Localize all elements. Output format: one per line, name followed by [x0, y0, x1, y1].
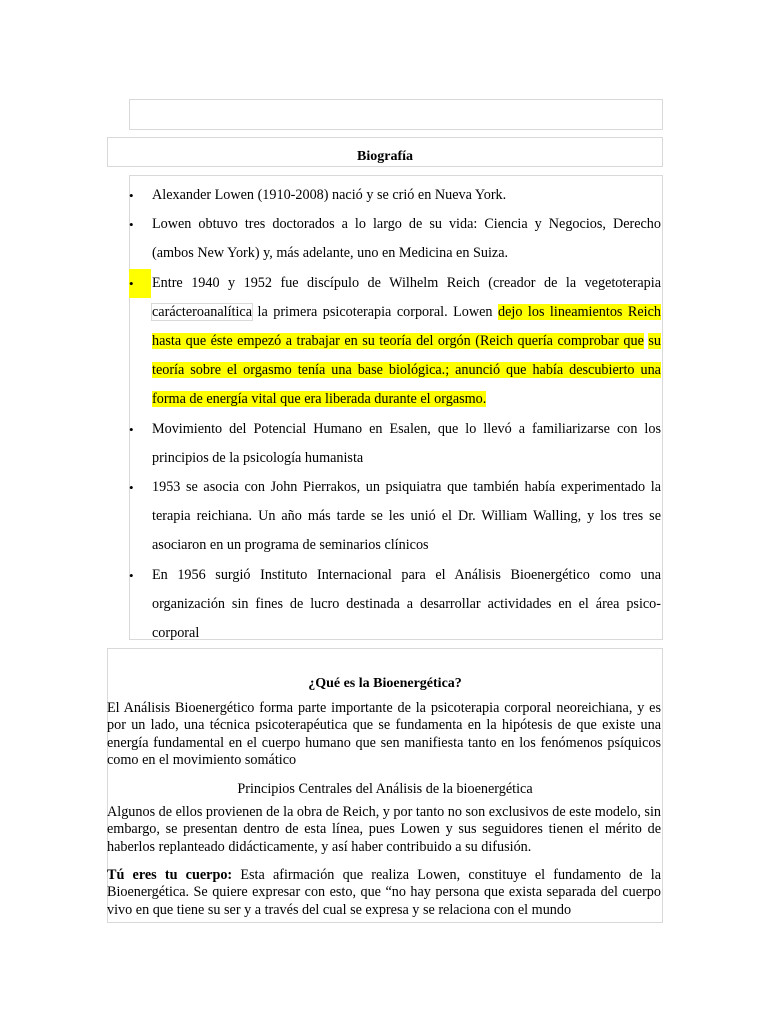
bioenergetica-title: ¿Qué es la Bioenergética?: [308, 676, 462, 691]
bullet-icon: •: [129, 421, 134, 437]
principle-heading: Tú eres tu cuerpo:: [107, 867, 233, 883]
highlighted-text: dejo los lineamientos Reich hasta que éste empezó a trabajar en su teoría del orgón (Reich quería comprobar que: [152, 303, 661, 350]
biography-list: [129, 181, 661, 648]
bioenergetica-paragraph: El Análisis Bioenergético forma parte importante de la psicoterapia corporal neoreichiana, y es por un lado, una técnica psicoterapéutica que se fundamenta en la hipótesis de que existe una energía fundamental en el cuerpo humano que sen manifiesta tanto en los fenómenos psíquicos como en el movimiento somático: [107, 700, 661, 768]
list-item: • Entre 1940 y 1952 fue discípulo de Wilhelm Reich (creador de la vegetoterapia carácteroanalítica la primera psicoterapia corporal. Lowen dejo los lineamientos Reich hasta que éste empezó a trabajar en su teoría del orgón (Reich quería comprobar que su teoría sobre el orgasmo tenía una base biológica.; anunció que había descubierto una forma de energía vital que era liberada durante el orgasmo.: [129, 269, 661, 415]
bullet-icon: •: [129, 567, 134, 583]
biography-title-box: [107, 137, 663, 167]
bullet-icon: •: [129, 269, 151, 298]
tu-eres-tu-cuerpo-paragraph: Tú eres tu cuerpo: Esta afirmación que realiza Lowen, constituye el fundamento de la Bioenergética. Se quiere expresar con esto, que “no hay persona que exista separada del cuerpo vivo en que tiene su ser y a través del cual se expresa y se relaciona con el mundo: [107, 867, 661, 918]
principles-subheading: Principios Centrales del Análisis de la bioenergética: [237, 781, 533, 797]
biography-title: Biografía: [357, 149, 413, 164]
highlighted-text: su teoría sobre el orgasmo tenía una base biológica.; anunció que había descubierto: [152, 333, 661, 379]
list-item: • En 1956 surgió Instituto Internacional para el Análisis Bioenergético como una organización sin fines de lucro destinada a desarrollar actividades en el área psico-corporal: [129, 561, 661, 649]
principles-paragraph: Algunos de ellos provienen de la obra de Reich, y por tanto no son exclusivos de este modelo, sin embargo, se presentan dentro de esta línea, pues Lowen y sus seguidores tienen el mérito de haberlos replanteado didácticamente, y así haber contribuido a su difusión.: [107, 804, 661, 855]
bullet-icon: •: [129, 188, 134, 203]
boxed-text: carácteroanalítica: [152, 303, 253, 320]
list-item: • Movimiento del Potencial Humano en Esalen, que lo llevó a familiarizarse con los principios de la psicología humanista: [129, 415, 661, 473]
highlighted-text: una forma de energía vital que era liberada durante el orgasmo.: [152, 362, 661, 408]
list-item: • Alexander Lowen (1910-2008) nació y se crió en Nueva York.: [129, 181, 661, 210]
list-item: • 1953 se asocia con John Pierrakos, un psiquiatra que también había experimentado la terapia reichiana. Un año más tarde se les unió el Dr. William Walling, y los tres se asociaron en un programa de seminarios clínicos: [129, 473, 661, 561]
bullet-icon: •: [129, 217, 134, 233]
list-item: • Lowen obtuvo tres doctorados a lo largo de su vida: Ciencia y Negocios, Derecho (ambos New York) y, más adelante, uno en Medicina en Suiza.: [129, 210, 661, 268]
empty-text-box: [129, 99, 663, 130]
bullet-icon: •: [129, 480, 134, 496]
